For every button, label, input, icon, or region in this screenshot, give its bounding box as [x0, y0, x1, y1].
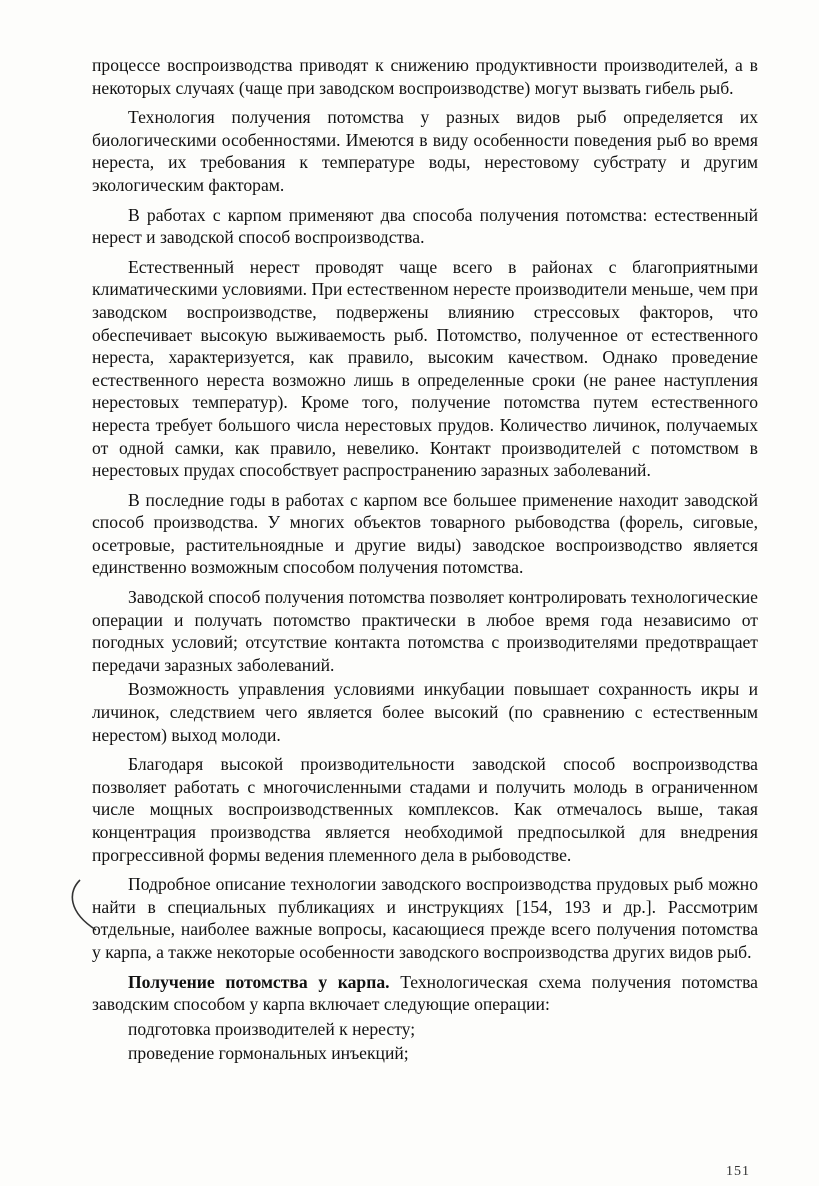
body-text — [92, 54, 758, 1067]
paragraph-productivity: Благодаря высокой производительности заводской способ воспроизводства позволяет работать с многочисленными стадами и получить молодь в ограниченном числе мощных воспроизводственных комплексов. Как отмечалось выше, такая концентрация производства является необходимой предпосылкой для внедрения прогрессивной формы ведения племенного дела в рыбоводстве. — [92, 754, 758, 865]
paragraph-references: Подробное описание технологии заводского воспроизводства прудовых рыб можно найти в специальных публикациях и инструкциях [154, 193 и др.]. Рассмотрим отдельные, наиболее важные вопросы, касающиеся прежде всего получения потомства у карпа, а также некоторые особенности заводского воспроизводства других видов рыб. — [92, 874, 758, 962]
paragraph-two-methods: В работах с карпом применяют два способа получения потомства: естественный нерест и заводской способ воспроизводства. — [92, 204, 758, 248]
page-number: 151 — [726, 1164, 750, 1179]
paragraph-hatchery-method: В последние годы в работах с карпом все большее применение находит заводской способ производства. У многих объектов товарного рыбоводства (форель, сиговые, осетровые, растительноядные и другие виды) заводское воспроизводство является единственно возможным способом получения потомства. — [92, 489, 758, 578]
paragraph-natural-spawning: Естественный нерест проводят чаще всего в районах с благоприятными климатическими условиями. При естественном нересте производители меньше, чем при заводском воспроизводстве, подвержены влиянию стрессовых факторов, что обеспечивает высокую выживаемость рыб. Потомство, полученное от естественного нереста, характеризуется, как правило, высоким качеством. Однако проведение естественного нереста возможно лишь в определенные сроки (не ранее наступления нерестовых температур). Кроме того, получение потомства путем естественного нереста требует большого числа нерестовых прудов. Количество личинок, получаемых от одной самки, как правило, невелико. Контакт производителей с потомством в нерестовых прудах способствует распространению заразных заболеваний. — [92, 256, 758, 481]
paragraph-technology: Технология получения потомства у разных видов рыб определяется их биологическими особенностями. Имеются в виду особенности поведения рыб во время нереста, их требования к температуре воды, нерестовому субстрату и другим экологическим факторам. — [92, 107, 758, 195]
handwritten-bracket-mark — [66, 876, 106, 936]
paragraph-continuation: процессе воспроизводства приводят к снижению продуктивности производителей, а в некоторых случаях (чаще при заводском воспроизводстве) могут вызвать гибель рыб. — [92, 55, 758, 98]
paragraph-incubation: Возможность управления условиями инкубации повышает сохранность икры и личинок, следствием чего является более высокий (по сравнению с естественным нерестом) выход молоди. — [92, 679, 758, 745]
paragraph-hatchery-control: Заводской способ получения потомства позволяет контролировать технологические операции и получать потомство практически в любое время года независимо от погодных условий; отсутствие контакта потомства с производителями предотвращает передачи заразных заболеваний. — [92, 587, 758, 675]
section-heading: Получение потомства у карпа. — [128, 971, 390, 992]
list-item: подготовка производителей к нересту; — [128, 1018, 416, 1039]
list-item: проведение гормональных инъекций; — [128, 1043, 409, 1064]
section-carp — [92, 971, 758, 1016]
section-text: Технологическая схема получения потомства заводским способом у карпа включает следующие операции: — [92, 971, 758, 1015]
